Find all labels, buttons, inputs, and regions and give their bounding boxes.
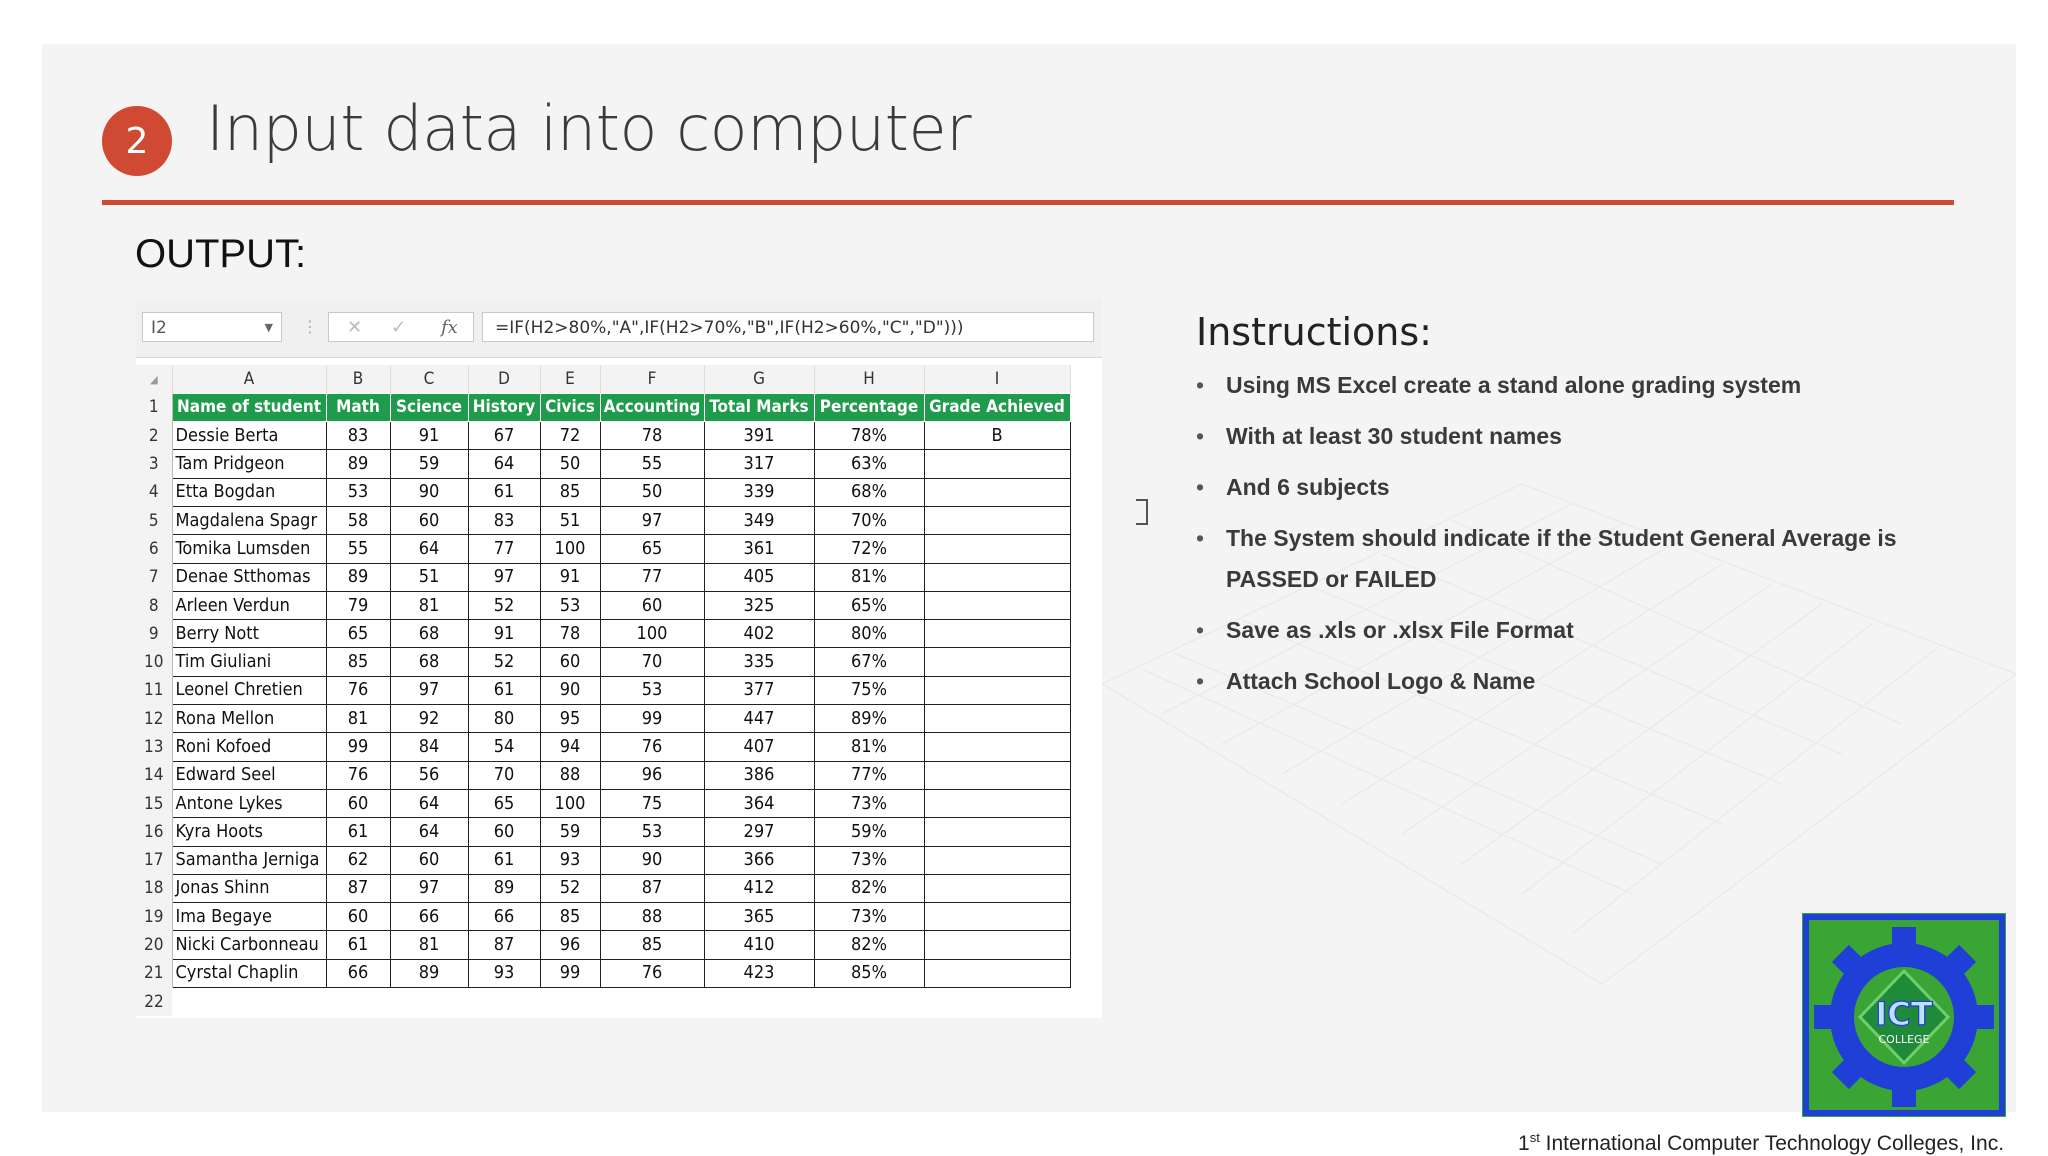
- cell[interactable]: 60: [540, 648, 600, 676]
- cell[interactable]: [814, 988, 924, 1016]
- cell[interactable]: [704, 988, 814, 1016]
- cell[interactable]: [924, 846, 1070, 874]
- cell[interactable]: [924, 563, 1070, 591]
- row-header[interactable]: 13: [136, 733, 172, 761]
- cell[interactable]: Roni Kofoed: [172, 733, 326, 761]
- cell[interactable]: 70: [468, 761, 540, 789]
- cell[interactable]: 75%: [814, 676, 924, 704]
- cell[interactable]: 76: [326, 676, 390, 704]
- cell[interactable]: 90: [540, 676, 600, 704]
- cell[interactable]: 78%: [814, 422, 924, 450]
- table-row: [136, 648, 1070, 676]
- slide-title: Input data into computer: [206, 92, 972, 165]
- cell[interactable]: 50: [600, 478, 704, 506]
- cancel-icon[interactable]: ✕: [347, 317, 363, 338]
- table-row: [136, 903, 1070, 931]
- cell[interactable]: [924, 733, 1070, 761]
- cell[interactable]: 97: [390, 874, 468, 902]
- cell[interactable]: 100: [600, 620, 704, 648]
- column-header[interactable]: F: [600, 365, 704, 393]
- cell[interactable]: 405: [704, 563, 814, 591]
- cell[interactable]: 85: [326, 648, 390, 676]
- check-icon[interactable]: ✓: [391, 317, 407, 338]
- cell[interactable]: 53: [326, 478, 390, 506]
- cell[interactable]: 60: [326, 903, 390, 931]
- cell[interactable]: 100: [540, 789, 600, 817]
- cell[interactable]: 317: [704, 450, 814, 478]
- cell[interactable]: 61: [468, 478, 540, 506]
- table-row: [136, 563, 1070, 591]
- table-row: [136, 422, 1070, 450]
- cell[interactable]: 67: [468, 422, 540, 450]
- cell[interactable]: 94: [540, 733, 600, 761]
- table-row: [136, 591, 1070, 619]
- cell[interactable]: Cyrstal Chaplin: [172, 959, 326, 987]
- cell[interactable]: 60: [468, 818, 540, 846]
- cell[interactable]: Leonel Chretien: [172, 676, 326, 704]
- row-header[interactable]: 5: [136, 506, 172, 534]
- cell[interactable]: 84: [390, 733, 468, 761]
- cell[interactable]: 51: [390, 563, 468, 591]
- row-header[interactable]: 20: [136, 931, 172, 959]
- column-header[interactable]: D: [468, 365, 540, 393]
- logo-text: ICT: [1875, 995, 1933, 1033]
- cell[interactable]: 82%: [814, 874, 924, 902]
- cell[interactable]: 59: [540, 818, 600, 846]
- row-header[interactable]: 9: [136, 620, 172, 648]
- cell[interactable]: 91: [540, 563, 600, 591]
- row-header[interactable]: 1: [136, 393, 172, 421]
- header-cell[interactable]: History: [468, 393, 540, 421]
- row-header[interactable]: 21: [136, 959, 172, 987]
- cell[interactable]: [924, 506, 1070, 534]
- logo-subtext: COLLEGE: [1878, 1033, 1930, 1046]
- cell[interactable]: 92: [390, 705, 468, 733]
- cell[interactable]: 67%: [814, 648, 924, 676]
- cell[interactable]: 95: [540, 705, 600, 733]
- cell[interactable]: 55: [600, 450, 704, 478]
- row-header[interactable]: 15: [136, 789, 172, 817]
- cell[interactable]: 61: [326, 931, 390, 959]
- cell[interactable]: [924, 818, 1070, 846]
- cell[interactable]: 97: [600, 506, 704, 534]
- cell[interactable]: [924, 450, 1070, 478]
- cell[interactable]: [600, 988, 704, 1016]
- cell[interactable]: 76: [600, 959, 704, 987]
- column-header[interactable]: I: [924, 365, 1070, 393]
- cell[interactable]: 85: [540, 903, 600, 931]
- cell[interactable]: Kyra Hoots: [172, 818, 326, 846]
- cell[interactable]: Ima Begaye: [172, 903, 326, 931]
- cell[interactable]: 66: [390, 903, 468, 931]
- select-all-corner[interactable]: ◢: [136, 365, 172, 393]
- cell[interactable]: Tam Pridgeon: [172, 450, 326, 478]
- cell[interactable]: 55: [326, 535, 390, 563]
- column-header[interactable]: B: [326, 365, 390, 393]
- cell[interactable]: 407: [704, 733, 814, 761]
- cell[interactable]: Edward Seel: [172, 761, 326, 789]
- cell[interactable]: 52: [468, 648, 540, 676]
- row-header[interactable]: 11: [136, 676, 172, 704]
- column-header[interactable]: A: [172, 365, 326, 393]
- cell[interactable]: 65: [600, 535, 704, 563]
- header-cell[interactable]: Grade Achieved: [924, 393, 1070, 421]
- table-row: [136, 846, 1070, 874]
- cell[interactable]: [924, 705, 1070, 733]
- cell[interactable]: 52: [540, 874, 600, 902]
- cell[interactable]: 366: [704, 846, 814, 874]
- cell[interactable]: 96: [540, 931, 600, 959]
- cell[interactable]: 61: [326, 818, 390, 846]
- cell[interactable]: Tomika Lumsden: [172, 535, 326, 563]
- cell[interactable]: 89: [468, 874, 540, 902]
- cell[interactable]: [924, 478, 1070, 506]
- cell[interactable]: Jonas Shinn: [172, 874, 326, 902]
- table-row: [136, 931, 1070, 959]
- cell[interactable]: 90: [600, 846, 704, 874]
- cell[interactable]: 65: [326, 620, 390, 648]
- cell[interactable]: 78: [540, 620, 600, 648]
- spreadsheet-screenshot: [136, 299, 1102, 1018]
- cell[interactable]: 85%: [814, 959, 924, 987]
- cell[interactable]: 65: [468, 789, 540, 817]
- cell[interactable]: 386: [704, 761, 814, 789]
- column-header-row: [136, 365, 1070, 393]
- cell[interactable]: 81: [326, 705, 390, 733]
- cell[interactable]: 83: [326, 422, 390, 450]
- cell[interactable]: 361: [704, 535, 814, 563]
- cell[interactable]: 53: [540, 591, 600, 619]
- row-header[interactable]: 12: [136, 705, 172, 733]
- cell[interactable]: 54: [468, 733, 540, 761]
- cell[interactable]: 81: [390, 931, 468, 959]
- cell[interactable]: 81: [390, 591, 468, 619]
- footer-college-name: 1st International Computer Technology Colleges, Inc.: [1518, 1130, 2005, 1155]
- cell[interactable]: 52: [468, 591, 540, 619]
- cell[interactable]: 99: [326, 733, 390, 761]
- cell[interactable]: 97: [390, 676, 468, 704]
- table-row: [136, 988, 1070, 1016]
- cell[interactable]: 70: [600, 648, 704, 676]
- cell[interactable]: 70%: [814, 506, 924, 534]
- cell[interactable]: 79: [326, 591, 390, 619]
- table-row: [136, 535, 1070, 563]
- cell[interactable]: [924, 959, 1070, 987]
- cell[interactable]: 60: [326, 789, 390, 817]
- header-cell[interactable]: Math: [326, 393, 390, 421]
- cell[interactable]: 66: [468, 903, 540, 931]
- row-header[interactable]: 8: [136, 591, 172, 619]
- cell[interactable]: 88: [600, 903, 704, 931]
- cell[interactable]: 77: [468, 535, 540, 563]
- cell[interactable]: 93: [540, 846, 600, 874]
- row-header[interactable]: 6: [136, 535, 172, 563]
- cell[interactable]: 349: [704, 506, 814, 534]
- instructions-list: [1196, 372, 1956, 719]
- cell[interactable]: 410: [704, 931, 814, 959]
- cell[interactable]: 78: [600, 422, 704, 450]
- output-label: OUTPUT:: [135, 232, 307, 276]
- cell[interactable]: 96: [600, 761, 704, 789]
- cell[interactable]: 91: [390, 422, 468, 450]
- cell[interactable]: 64: [390, 535, 468, 563]
- cell[interactable]: 88: [540, 761, 600, 789]
- cell[interactable]: 89%: [814, 705, 924, 733]
- row-header[interactable]: 4: [136, 478, 172, 506]
- cell[interactable]: Antone Lykes: [172, 789, 326, 817]
- cell[interactable]: 66: [326, 959, 390, 987]
- cell[interactable]: 89: [326, 450, 390, 478]
- header-cell[interactable]: Civics: [540, 393, 600, 421]
- cell[interactable]: 53: [600, 818, 704, 846]
- table-row: [136, 761, 1070, 789]
- table-row: [136, 874, 1070, 902]
- row-header[interactable]: 14: [136, 761, 172, 789]
- row-header[interactable]: 19: [136, 903, 172, 931]
- cell[interactable]: 100: [540, 535, 600, 563]
- cell[interactable]: [924, 931, 1070, 959]
- cell[interactable]: 73%: [814, 903, 924, 931]
- cell[interactable]: 73%: [814, 789, 924, 817]
- cell[interactable]: 89: [390, 959, 468, 987]
- cell[interactable]: 60: [390, 846, 468, 874]
- cell[interactable]: 72%: [814, 535, 924, 563]
- cell[interactable]: 51: [540, 506, 600, 534]
- header-cell[interactable]: Science: [390, 393, 468, 421]
- instruction-item: • Attach School Logo & Name: [1196, 668, 1956, 695]
- spreadsheet-grid: [136, 365, 1071, 1016]
- cell[interactable]: Etta Bogdan: [172, 478, 326, 506]
- cell[interactable]: 99: [540, 959, 600, 987]
- table-header-row: [136, 393, 1070, 421]
- cell[interactable]: Dessie Berta: [172, 422, 326, 450]
- cell[interactable]: 63%: [814, 450, 924, 478]
- cell[interactable]: 64: [390, 818, 468, 846]
- cell[interactable]: 58: [326, 506, 390, 534]
- cell[interactable]: 391: [704, 422, 814, 450]
- school-logo: [1802, 913, 2006, 1117]
- header-cell[interactable]: Percentage: [814, 393, 924, 421]
- cell[interactable]: 68: [390, 648, 468, 676]
- instruction-item: • And 6 subjects: [1196, 474, 1956, 501]
- formula-buttons: [328, 312, 474, 342]
- cell[interactable]: 68: [390, 620, 468, 648]
- cell[interactable]: Samantha Jerniga: [172, 846, 326, 874]
- table-row: [136, 733, 1070, 761]
- cell[interactable]: 61: [468, 846, 540, 874]
- cell[interactable]: Denae Stthomas: [172, 563, 326, 591]
- row-header[interactable]: 18: [136, 874, 172, 902]
- slide-number-badge: 2: [102, 106, 172, 176]
- cell[interactable]: 297: [704, 818, 814, 846]
- cell[interactable]: 59: [390, 450, 468, 478]
- instruction-item: • Using MS Excel create a stand alone grading system: [1196, 372, 1956, 399]
- cell[interactable]: 90: [390, 478, 468, 506]
- row-header[interactable]: 16: [136, 818, 172, 846]
- cell[interactable]: [540, 988, 600, 1016]
- cell[interactable]: 335: [704, 648, 814, 676]
- cell[interactable]: 412: [704, 874, 814, 902]
- table-row: [136, 789, 1070, 817]
- cell[interactable]: Nicki Carbonneau: [172, 931, 326, 959]
- table-row: [136, 620, 1070, 648]
- row-header[interactable]: 17: [136, 846, 172, 874]
- cell[interactable]: 60: [390, 506, 468, 534]
- name-box-value: I2: [151, 318, 167, 338]
- table-row: [136, 450, 1070, 478]
- row-header[interactable]: 7: [136, 563, 172, 591]
- cell[interactable]: 85: [600, 931, 704, 959]
- cell[interactable]: Arleen Verdun: [172, 591, 326, 619]
- cell[interactable]: [924, 903, 1070, 931]
- cell[interactable]: 75: [600, 789, 704, 817]
- cell[interactable]: 91: [468, 620, 540, 648]
- cell[interactable]: [924, 676, 1070, 704]
- cell[interactable]: [924, 789, 1070, 817]
- row-header[interactable]: 22: [136, 988, 172, 1016]
- chevron-down-icon[interactable]: ▼: [264, 321, 273, 334]
- cell[interactable]: 73%: [814, 846, 924, 874]
- table-row: [136, 506, 1070, 534]
- instruction-item: • With at least 30 student names: [1196, 423, 1956, 450]
- cell[interactable]: 87: [600, 874, 704, 902]
- cell[interactable]: 402: [704, 620, 814, 648]
- table-row: [136, 676, 1070, 704]
- cell[interactable]: 81%: [814, 563, 924, 591]
- cell[interactable]: 64: [390, 789, 468, 817]
- row-header[interactable]: 3: [136, 450, 172, 478]
- cell[interactable]: 77: [600, 563, 704, 591]
- column-header[interactable]: G: [704, 365, 814, 393]
- formula-bar: [136, 299, 1102, 358]
- cursor-icon: [1136, 499, 1148, 525]
- instructions-title: Instructions:: [1196, 310, 1432, 354]
- cell[interactable]: [468, 988, 540, 1016]
- cell[interactable]: 80%: [814, 620, 924, 648]
- cell[interactable]: 89: [326, 563, 390, 591]
- cell[interactable]: 93: [468, 959, 540, 987]
- cell[interactable]: [172, 988, 326, 1016]
- cell[interactable]: 325: [704, 591, 814, 619]
- cell[interactable]: 81%: [814, 733, 924, 761]
- cell[interactable]: [924, 591, 1070, 619]
- table-row: [136, 478, 1070, 506]
- cell[interactable]: 64: [468, 450, 540, 478]
- cell[interactable]: 377: [704, 676, 814, 704]
- formula-input[interactable]: =IF(H2>80%,"A",IF(H2>70%,"B",IF(H2>60%,"C","D"))): [482, 312, 1094, 342]
- table-row: [136, 705, 1070, 733]
- cell[interactable]: [326, 988, 390, 1016]
- cell[interactable]: [924, 761, 1070, 789]
- column-header[interactable]: H: [814, 365, 924, 393]
- cell[interactable]: 72: [540, 422, 600, 450]
- cell[interactable]: B: [924, 422, 1070, 450]
- instruction-item: • Save as .xls or .xlsx File Format: [1196, 617, 1956, 644]
- column-header[interactable]: C: [390, 365, 468, 393]
- cell[interactable]: 62: [326, 846, 390, 874]
- cell[interactable]: 87: [326, 874, 390, 902]
- cell[interactable]: 77%: [814, 761, 924, 789]
- cell[interactable]: Rona Mellon: [172, 705, 326, 733]
- cell[interactable]: 68%: [814, 478, 924, 506]
- cell[interactable]: 82%: [814, 931, 924, 959]
- header-cell[interactable]: Total Marks: [704, 393, 814, 421]
- header-cell[interactable]: Accounting: [600, 393, 704, 421]
- cell[interactable]: 423: [704, 959, 814, 987]
- cell[interactable]: 76: [600, 733, 704, 761]
- instruction-item: • The System should indicate if the Student General Average is PASSED or FAILED: [1196, 525, 1956, 593]
- cell[interactable]: Magdalena Spagr: [172, 506, 326, 534]
- cell[interactable]: Tim Giuliani: [172, 648, 326, 676]
- row-header[interactable]: 10: [136, 648, 172, 676]
- cell[interactable]: 447: [704, 705, 814, 733]
- header-cell[interactable]: Name of student: [172, 393, 326, 421]
- cell[interactable]: 76: [326, 761, 390, 789]
- cell[interactable]: 56: [390, 761, 468, 789]
- cell[interactable]: 53: [600, 676, 704, 704]
- cell[interactable]: 59%: [814, 818, 924, 846]
- column-header[interactable]: E: [540, 365, 600, 393]
- cell[interactable]: 85: [540, 478, 600, 506]
- cell[interactable]: 87: [468, 931, 540, 959]
- cell[interactable]: [924, 535, 1070, 563]
- cell[interactable]: [924, 620, 1070, 648]
- cell[interactable]: 364: [704, 789, 814, 817]
- table-row: [136, 959, 1070, 987]
- cell[interactable]: [924, 988, 1070, 1016]
- row-header[interactable]: 2: [136, 422, 172, 450]
- drag-handle-icon: ⋮: [302, 317, 318, 336]
- cell[interactable]: 61: [468, 676, 540, 704]
- title-divider: [102, 200, 1954, 205]
- cell[interactable]: 50: [540, 450, 600, 478]
- cell[interactable]: 99: [600, 705, 704, 733]
- table-row: [136, 818, 1070, 846]
- cell[interactable]: [924, 874, 1070, 902]
- insert-function-icon[interactable]: fx: [441, 317, 458, 338]
- cell[interactable]: 97: [468, 563, 540, 591]
- cell[interactable]: 83: [468, 506, 540, 534]
- cell[interactable]: 60: [600, 591, 704, 619]
- cell[interactable]: 339: [704, 478, 814, 506]
- slide: [42, 44, 2016, 1155]
- cell[interactable]: 65%: [814, 591, 924, 619]
- name-box[interactable]: [142, 312, 282, 342]
- cell[interactable]: [924, 648, 1070, 676]
- cell[interactable]: Berry Nott: [172, 620, 326, 648]
- cell[interactable]: 365: [704, 903, 814, 931]
- cell[interactable]: [390, 988, 468, 1016]
- cell[interactable]: 80: [468, 705, 540, 733]
